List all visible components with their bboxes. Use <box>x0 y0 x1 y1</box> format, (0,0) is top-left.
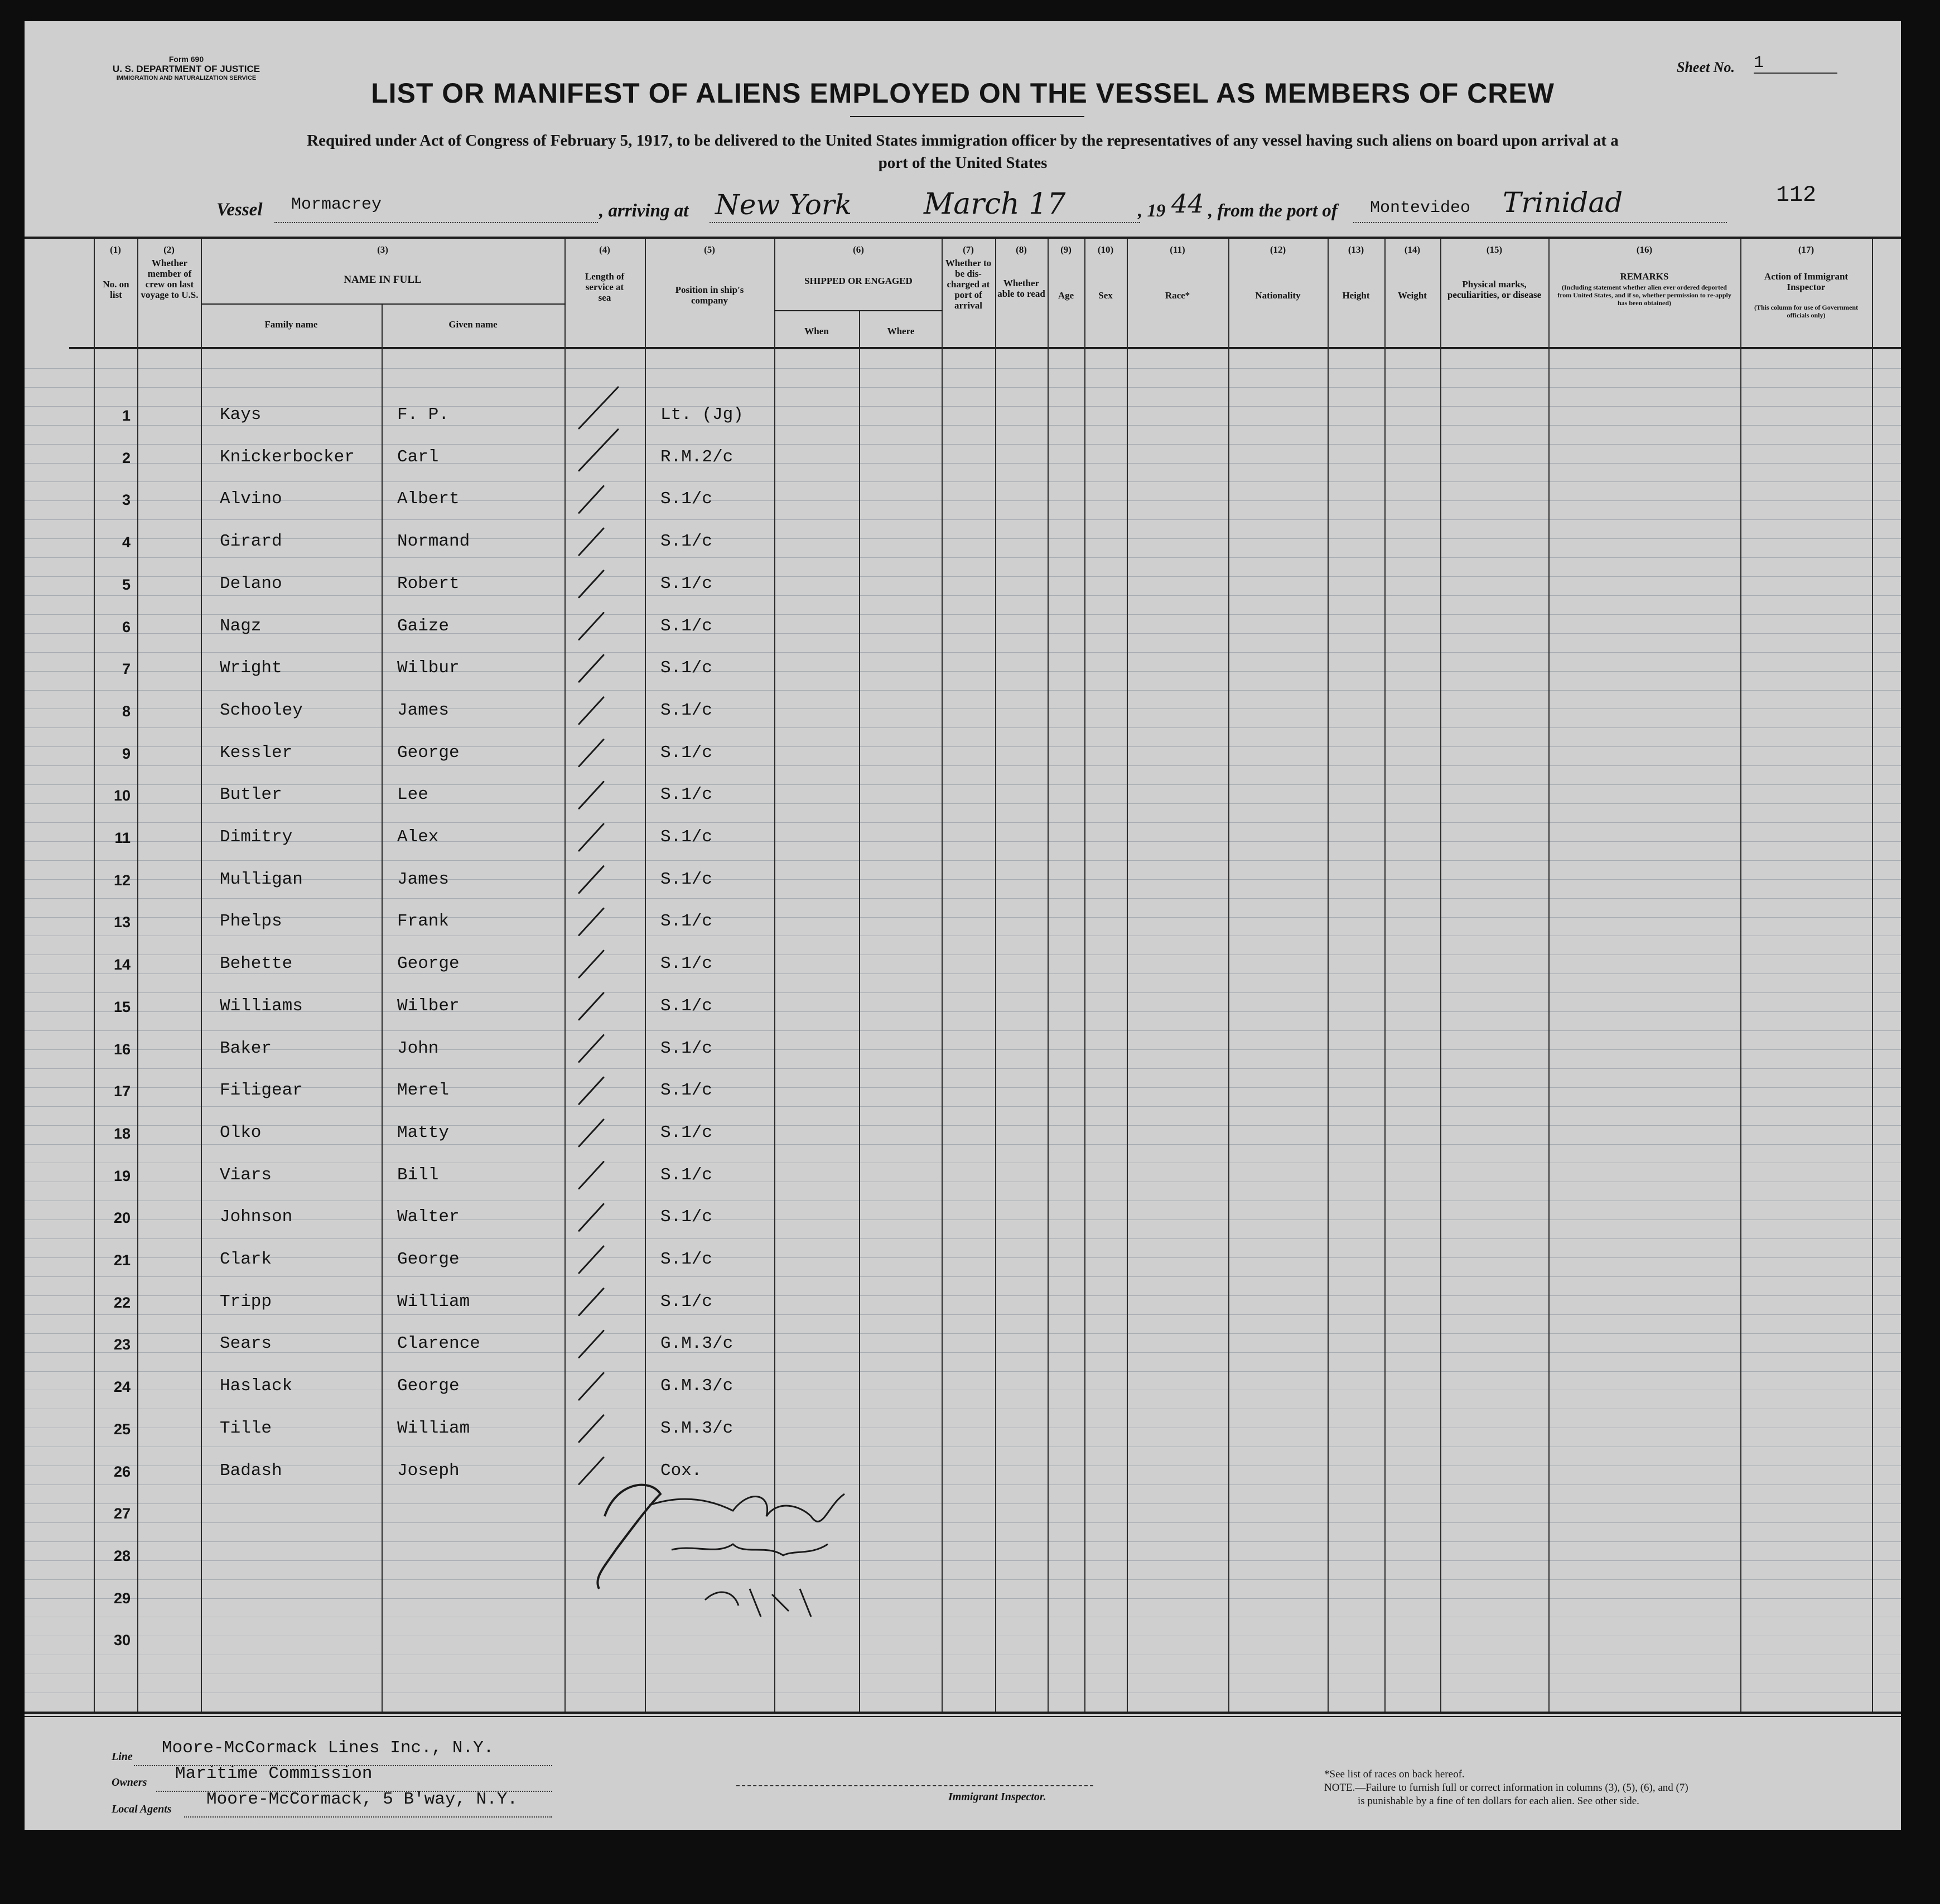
row-number: 1 <box>122 407 131 424</box>
row-rule <box>25 1314 1901 1315</box>
form-number: Form 690 <box>168 55 204 64</box>
row-rule <box>25 1106 1901 1107</box>
row-number: 6 <box>122 619 131 635</box>
row-rule <box>25 803 1901 804</box>
given-name-cell: Matty <box>397 1123 450 1143</box>
given-name-cell: Gaize <box>397 616 450 636</box>
col-7-number: (7) <box>963 244 974 255</box>
row-rule <box>25 500 1901 501</box>
family-name-cell: Behette <box>220 954 293 973</box>
row-rule <box>25 387 1901 388</box>
row-rule <box>25 973 1901 974</box>
col-2-header: Whether member of crew on last voyage to U.S. <box>141 258 199 300</box>
service-tick <box>579 866 604 893</box>
col-13-header: Height <box>1342 290 1370 301</box>
signature-date <box>683 1578 778 1606</box>
given-name-cell: Alex <box>397 827 439 847</box>
given-name-cell: George <box>397 1250 460 1269</box>
row-rule <box>25 765 1901 766</box>
service-tick <box>579 951 604 977</box>
service-tick <box>579 824 604 851</box>
given-name-cell: Merel <box>397 1081 450 1100</box>
row-rule <box>25 860 1901 861</box>
col-14-number: (14) <box>1404 244 1421 255</box>
row-rule <box>25 1238 1901 1239</box>
service-tick <box>579 1077 604 1104</box>
row-rule <box>25 1503 1901 1504</box>
col-12-header: Nationality <box>1255 290 1301 301</box>
row-rule <box>25 595 1901 596</box>
row-rule <box>25 652 1901 653</box>
family-name-cell: Dimitry <box>220 827 293 847</box>
col-divider <box>1084 239 1085 1713</box>
given-name-header: Given name <box>448 319 498 330</box>
row-rule <box>25 1371 1901 1372</box>
col-10-header: Sex <box>1098 290 1113 301</box>
service-tick <box>579 1246 604 1273</box>
position-cell: S.1/c <box>660 574 713 594</box>
inspector-label: Immigrant Inspector. <box>948 1791 1046 1803</box>
family-name-cell: Girard <box>220 532 282 551</box>
row-rule <box>25 1333 1901 1334</box>
family-name-cell: Butler <box>220 785 282 804</box>
vessel-label: Vessel <box>216 200 263 220</box>
row-rule <box>25 1068 1901 1069</box>
given-name-cell: Wilbur <box>397 658 460 678</box>
row-number: 21 <box>113 1252 131 1269</box>
col-divider <box>201 239 202 1713</box>
inspector-signature-line <box>736 1785 1093 1786</box>
given-name-cell: F. P. <box>397 405 450 425</box>
row-number: 4 <box>122 534 131 551</box>
family-name-header: Family name <box>264 319 318 330</box>
row-number: 28 <box>113 1548 131 1564</box>
service-tick <box>579 571 604 597</box>
service-tick <box>579 1373 604 1400</box>
given-name-cell: Joseph <box>397 1461 460 1481</box>
row-number: 22 <box>113 1294 131 1311</box>
row-rule <box>25 557 1901 558</box>
name-subheader-line <box>201 303 566 305</box>
row-rule <box>25 879 1901 880</box>
signature-title <box>655 1522 776 1548</box>
col-14-header: Weight <box>1398 290 1427 301</box>
row-rule <box>25 425 1901 426</box>
given-name-cell: Clarence <box>397 1334 480 1353</box>
given-name-cell: Robert <box>397 574 460 594</box>
given-name-cell: George <box>397 954 460 973</box>
given-name-cell: John <box>397 1039 439 1058</box>
row-rule <box>25 671 1901 672</box>
given-name-cell: George <box>397 1376 460 1396</box>
service-tick <box>579 782 604 808</box>
col-5-header: Position in ship's company <box>675 285 744 306</box>
family-name-cell: Kays <box>220 405 262 425</box>
arriving-port: New York <box>715 189 852 221</box>
table-bottom-border <box>25 1712 1901 1714</box>
col-divider <box>1440 239 1441 1713</box>
row-rule <box>25 1541 1901 1542</box>
row-number: 26 <box>113 1463 131 1480</box>
family-name-cell: Haslack <box>220 1376 293 1396</box>
row-rule <box>25 1219 1901 1220</box>
position-cell: Cox. <box>660 1461 702 1481</box>
row-number: 3 <box>122 491 131 508</box>
row-rule <box>25 1579 1901 1580</box>
row-rule <box>25 1011 1901 1012</box>
position-cell: G.M.3/c <box>660 1376 733 1396</box>
position-cell: S.1/c <box>660 532 713 551</box>
position-cell: S.1/c <box>660 827 713 847</box>
row-number: 23 <box>113 1336 131 1353</box>
line-label: Line <box>112 1751 133 1763</box>
col-17-number: (17) <box>1798 244 1814 255</box>
row-rule <box>25 784 1901 785</box>
col-16-number: (16) <box>1636 244 1653 255</box>
family-name-cell: Kessler <box>220 743 293 763</box>
col-8-header: Whether able to read <box>997 278 1045 299</box>
family-name-cell: Williams <box>220 996 303 1016</box>
row-rule <box>25 1257 1901 1258</box>
col-8-number: (8) <box>1016 244 1027 255</box>
given-name-cell: Normand <box>397 532 470 551</box>
row-number: 25 <box>113 1421 131 1438</box>
service-tick <box>579 1204 604 1231</box>
row-rule <box>25 727 1901 728</box>
from-port: Montevideo <box>1370 199 1471 218</box>
position-cell: S.1/c <box>660 489 713 509</box>
arrival-year: 44 <box>1171 189 1204 219</box>
row-rule <box>25 1276 1901 1277</box>
col-12-number: (12) <box>1270 244 1286 255</box>
subtitle: Required under Act of Congress of February 5, 1917, to be delivered to the United States immigration officer by the representatives of any vessel having such aliens on board upon arrival at a <box>307 132 1619 150</box>
row-number: 13 <box>113 914 131 931</box>
col-13-number: (13) <box>1348 244 1364 255</box>
col-7-header: Whether to be dis-charged at port of arrival <box>945 258 992 311</box>
col-4-header: Length of service at sea <box>585 271 625 303</box>
sheet-number: 1 <box>1754 54 1837 74</box>
arriving-label: , arriving at <box>599 201 689 221</box>
row-number: 2 <box>122 450 131 466</box>
row-rule <box>25 1125 1901 1126</box>
given-name-cell: Walter <box>397 1207 460 1227</box>
service-tick <box>579 528 604 555</box>
row-rule <box>25 1049 1901 1050</box>
service-tick <box>579 1415 604 1442</box>
col-divider <box>1127 239 1128 1713</box>
year-separator: , 19 <box>1138 201 1166 221</box>
row-rule <box>25 841 1901 842</box>
col-5-number: (5) <box>704 244 715 255</box>
row-number: 14 <box>113 956 131 973</box>
table-header-bottom <box>69 347 1901 349</box>
family-name-cell: Knickerbocker <box>220 447 355 467</box>
position-cell: S.1/c <box>660 701 713 720</box>
col-15-number: (15) <box>1486 244 1503 255</box>
col-3-number: (3) <box>377 244 388 255</box>
col-3-header: NAME IN FULL <box>344 274 422 286</box>
given-name-cell: James <box>397 701 450 720</box>
row-number: 12 <box>113 872 131 889</box>
row-rule <box>25 690 1901 691</box>
given-name-cell: Wilber <box>397 996 460 1016</box>
family-name-cell: Tripp <box>220 1292 272 1312</box>
service-tick <box>579 908 604 935</box>
family-name-cell: Alvino <box>220 489 282 509</box>
given-name-cell: Albert <box>397 489 460 509</box>
service-tick <box>579 387 618 428</box>
vessel-name: Mormacrey <box>291 195 382 214</box>
col-divider <box>137 239 138 1713</box>
title-underline <box>850 116 1084 117</box>
given-name-cell: William <box>397 1292 470 1312</box>
family-name-cell: Tille <box>220 1419 272 1438</box>
given-name-cell: Bill <box>397 1165 439 1185</box>
col-16-header: REMARKS <box>1620 271 1669 282</box>
col-6-number: (6) <box>853 244 864 255</box>
service-tick <box>579 1162 604 1189</box>
fine-note: NOTE.—Failure to furnish full or correct information in columns (3), (5), (6), and (7) <box>1324 1782 1688 1794</box>
row-number: 10 <box>113 787 131 804</box>
row-rule <box>25 822 1901 823</box>
position-cell: S.1/c <box>660 1123 713 1143</box>
row-rule <box>25 576 1901 577</box>
col-9-number: (9) <box>1060 244 1072 255</box>
row-number: 5 <box>122 576 131 593</box>
col-divider <box>1872 239 1873 1713</box>
family-name-cell: Mulligan <box>220 870 303 889</box>
position-cell: S.M.3/c <box>660 1419 733 1438</box>
row-rule <box>25 406 1901 407</box>
col-10-number: (10) <box>1097 244 1114 255</box>
position-cell: S.1/c <box>660 658 713 678</box>
family-name-cell: Filigear <box>220 1081 303 1100</box>
row-rule <box>25 708 1901 709</box>
department-name: U. S. DEPARTMENT OF JUSTICE <box>112 64 260 74</box>
service-tick <box>579 740 604 767</box>
given-name-cell: William <box>397 1419 470 1438</box>
col-divider <box>382 305 383 1713</box>
owners-value: Maritime Commission <box>175 1764 373 1784</box>
col-divider <box>1384 239 1386 1713</box>
row-rule <box>25 1522 1901 1523</box>
row-rule <box>25 368 1901 369</box>
family-name-cell: Baker <box>220 1039 272 1058</box>
service-tick <box>579 486 604 513</box>
family-name-cell: Wright <box>220 658 282 678</box>
row-number: 8 <box>122 703 131 720</box>
position-cell: S.1/c <box>660 1165 713 1185</box>
row-rule <box>25 633 1901 634</box>
position-cell: S.1/c <box>660 996 713 1016</box>
col-17-header: Action of Immigrant Inspector <box>1764 271 1849 292</box>
row-rule <box>25 614 1901 615</box>
service-tick-marks <box>564 348 645 1575</box>
col-16-subheader: (Including statement whether alien ever ordered deported from United States, and if so, whether permission to re-apply has been obtained) <box>1557 283 1731 307</box>
row-rule <box>25 538 1901 539</box>
given-name-cell: Lee <box>397 785 428 804</box>
col-divider <box>942 239 943 1713</box>
sheet-number-label: Sheet No. <box>1677 59 1735 75</box>
service-tick <box>579 430 618 471</box>
from-port-label: , from the port of <box>1208 201 1338 221</box>
agents-value: Moore-McCormack, 5 B'way, N.Y. <box>206 1790 518 1809</box>
family-name-cell: Sears <box>220 1334 272 1353</box>
position-cell: G.M.3/c <box>660 1334 733 1353</box>
table-bottom-border-2 <box>25 1716 1901 1717</box>
col-2-number: (2) <box>163 244 175 255</box>
races-note: *See list of races on back hereof. <box>1324 1768 1465 1780</box>
row-rule <box>25 1295 1901 1296</box>
col-4-number: (4) <box>599 244 610 255</box>
page-title: LIST OR MANIFEST OF ALIENS EMPLOYED ON THE VESSEL AS MEMBERS OF CREW <box>371 78 1555 109</box>
col-11-header: Race* <box>1165 290 1190 301</box>
row-rule <box>25 746 1901 747</box>
service-tick <box>579 655 604 682</box>
row-number: 9 <box>122 745 131 762</box>
row-rule <box>25 519 1901 520</box>
family-name-cell: Nagz <box>220 616 262 636</box>
family-name-cell: Clark <box>220 1250 272 1269</box>
given-name-cell: Frank <box>397 912 450 931</box>
row-number: 18 <box>113 1125 131 1142</box>
service-tick <box>579 1035 604 1062</box>
row-number: 11 <box>114 830 131 846</box>
family-name-cell: Badash <box>220 1461 282 1481</box>
owners-label: Owners <box>112 1776 147 1789</box>
position-cell: S.1/c <box>660 1292 713 1312</box>
col-divider <box>995 239 996 1713</box>
position-cell: S.1/c <box>660 1250 713 1269</box>
position-cell: S.1/c <box>660 1207 713 1227</box>
row-number: 20 <box>113 1209 131 1226</box>
row-rule <box>25 898 1901 899</box>
row-rule <box>25 1598 1901 1599</box>
given-name-cell: George <box>397 743 460 763</box>
row-number: 17 <box>113 1083 131 1100</box>
given-name-cell: Carl <box>397 447 439 467</box>
line-value: Moore-McCormack Lines Inc., N.Y. <box>162 1738 494 1758</box>
row-number: 27 <box>113 1505 131 1522</box>
col-divider <box>1548 239 1550 1713</box>
col-9-header: Age <box>1058 290 1074 301</box>
from-port-handwritten: Trinidad <box>1503 186 1623 219</box>
shipped-subheader-line <box>774 310 943 311</box>
service-tick <box>579 613 604 640</box>
position-cell: S.1/c <box>660 954 713 973</box>
position-cell: S.1/c <box>660 743 713 763</box>
family-name-cell: Viars <box>220 1165 272 1185</box>
col-11-number: (11) <box>1170 244 1185 255</box>
row-number: 19 <box>113 1168 131 1184</box>
service-tick <box>579 1289 604 1315</box>
row-number: 16 <box>113 1041 131 1058</box>
given-name-cell: James <box>397 870 450 889</box>
position-cell: Lt. (Jg) <box>660 405 744 425</box>
col-divider <box>94 239 95 1713</box>
manifest-sheet <box>25 21 1901 1830</box>
when-header: When <box>804 326 829 336</box>
col-15-header: Physical marks, peculiarities, or disease <box>1447 279 1542 300</box>
col-divider <box>1228 239 1229 1713</box>
family-name-cell: Phelps <box>220 912 282 931</box>
family-name-cell: Olko <box>220 1123 262 1143</box>
position-cell: S.1/c <box>660 1039 713 1058</box>
row-number: 15 <box>113 999 131 1015</box>
family-name-cell: Delano <box>220 574 282 594</box>
row-rule <box>25 481 1901 482</box>
signature-name <box>599 1472 794 1497</box>
fine-note-line-2: is punishable by a fine of ten dollars for each alien. See other side. <box>1358 1795 1639 1807</box>
row-rule <box>25 1030 1901 1031</box>
service-name: IMMIGRATION AND NATURALIZATION SERVICE <box>116 75 257 81</box>
service-tick <box>579 1331 604 1357</box>
service-tick <box>579 993 604 1020</box>
subtitle-line-2: port of the United States <box>878 154 1048 172</box>
row-rule <box>25 1144 1901 1145</box>
col-1-number: (1) <box>110 244 121 255</box>
col-17-subheader: (This column for use of Government officials only) <box>1754 303 1859 319</box>
row-rule <box>25 917 1901 918</box>
row-rule <box>25 992 1901 993</box>
page-number: 112 <box>1776 183 1817 208</box>
service-tick <box>579 697 604 724</box>
col-divider <box>1328 239 1329 1713</box>
row-number: 7 <box>122 661 131 677</box>
col-divider <box>1048 239 1049 1713</box>
col-1-header: No. on list <box>103 279 129 300</box>
arrival-date: March 17 <box>924 187 1066 221</box>
table-top-border <box>25 237 1901 239</box>
row-rule <box>25 1087 1901 1088</box>
row-number: 29 <box>113 1590 131 1607</box>
row-rule <box>25 444 1901 445</box>
position-cell: S.1/c <box>660 912 713 931</box>
row-rule <box>25 1352 1901 1353</box>
family-name-cell: Johnson <box>220 1207 293 1227</box>
position-cell: S.1/c <box>660 616 713 636</box>
position-cell: S.1/c <box>660 870 713 889</box>
position-cell: S.1/c <box>660 785 713 804</box>
row-number: 30 <box>113 1632 131 1648</box>
row-rule <box>25 1484 1901 1485</box>
where-header: Where <box>887 326 915 336</box>
position-cell: R.M.2/c <box>660 447 733 467</box>
service-tick <box>579 1120 604 1146</box>
position-cell: S.1/c <box>660 1081 713 1100</box>
family-name-cell: Schooley <box>220 701 303 720</box>
row-number: 24 <box>113 1378 131 1395</box>
col-6-header: SHIPPED OR ENGAGED <box>804 276 913 286</box>
col-divider <box>1740 239 1741 1713</box>
agents-label: Local Agents <box>112 1803 172 1815</box>
row-rule <box>25 1560 1901 1561</box>
